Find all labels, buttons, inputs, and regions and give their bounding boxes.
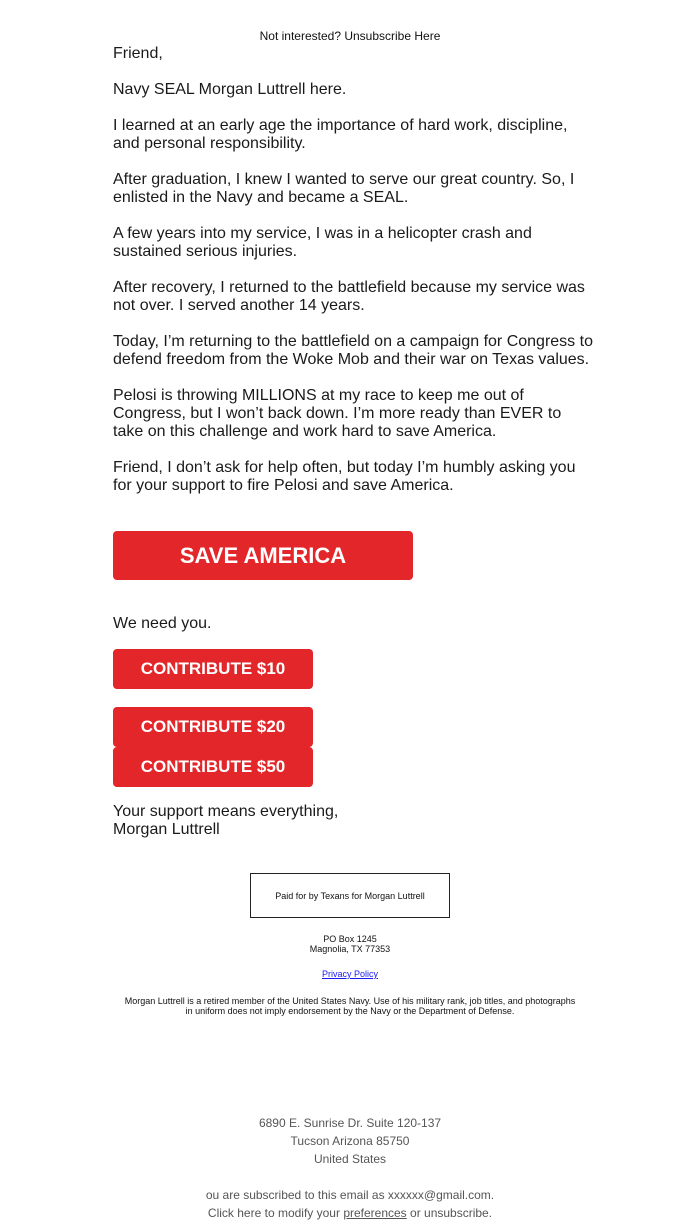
footer-address-2: Tucson Arizona 85750 (290, 1134, 410, 1148)
privacy-line (0, 969, 700, 979)
paragraph: Friend, I don’t ask for help often, but today I’m humbly asking you for your support to fire Pelosi and save America. (113, 459, 576, 494)
modify-suffix: or unsubscribe. (406, 1206, 493, 1220)
paragraph: A few years into my service, I was in a helicopter crash and sustained serious injuries. (113, 225, 532, 260)
contribute-50-button[interactable]: CONTRIBUTE $50 (113, 747, 313, 787)
contribute-20-button[interactable]: CONTRIBUTE $20 (113, 707, 313, 747)
unsubscribe-link[interactable]: Not interested? Unsubscribe Here (259, 29, 441, 43)
footer-address-1: 6890 E. Sunrise Dr. Suite 120-137 (258, 1116, 442, 1130)
disclaimer-text: Morgan Luttrell is a retired member of the United States Navy. Use of his military rank, job titles, and photographs in uniform does not imply endorsement by the Navy or the Department of Defense. (124, 996, 576, 1016)
preferences-link[interactable]: preferences (343, 1206, 407, 1220)
footer-address-3: United States (313, 1152, 387, 1166)
subscribed-text: ou are subscribed to this email as xxxxxx@gmail.com. (205, 1188, 495, 1202)
signoff-line: Your support means everything, (113, 803, 339, 820)
paragraph: I learned at an early age the importance of hard work, discipline, and personal responsibility. (113, 117, 568, 152)
greeting: Friend, (113, 45, 163, 62)
contribute-10-button[interactable]: CONTRIBUTE $10 (113, 649, 313, 689)
privacy-policy-link[interactable]: Privacy Policy (321, 969, 378, 979)
paid-for-text: Paid for by Texans for Morgan Luttrell (275, 890, 425, 901)
city-line: Magnolia, TX 77353 (309, 944, 391, 954)
we-need-you-text: We need you. (113, 615, 212, 632)
paragraph: Navy SEAL Morgan Luttrell here. (113, 81, 347, 98)
paid-for-box (250, 873, 450, 918)
modify-preferences-line (0, 1204, 700, 1222)
unsubscribe-line (0, 29, 700, 43)
paragraph: Today, I’m returning to the battlefield on a campaign for Congress to defend freedom from the Woke Mob and their war on Texas values. (113, 333, 593, 368)
po-box-line: PO Box 1245 (323, 934, 377, 944)
save-america-button[interactable]: SAVE AMERICA (113, 531, 413, 580)
modify-prefix: Click here to modify your (207, 1206, 344, 1220)
letter-body (113, 45, 593, 513)
paragraph: After graduation, I knew I wanted to serve our great country. So, I enlisted in the Navy and became a SEAL. (113, 171, 575, 206)
paragraph: Pelosi is throwing MILLIONS at my race to keep me out of Congress, but I won’t back down. I’m more ready than EVER to take on this challenge and work hard to save America. (113, 387, 562, 440)
signature-name: Morgan Luttrell (113, 821, 220, 838)
paragraph: After recovery, I returned to the battlefield because my service was not over. I served another 14 years. (113, 279, 585, 314)
